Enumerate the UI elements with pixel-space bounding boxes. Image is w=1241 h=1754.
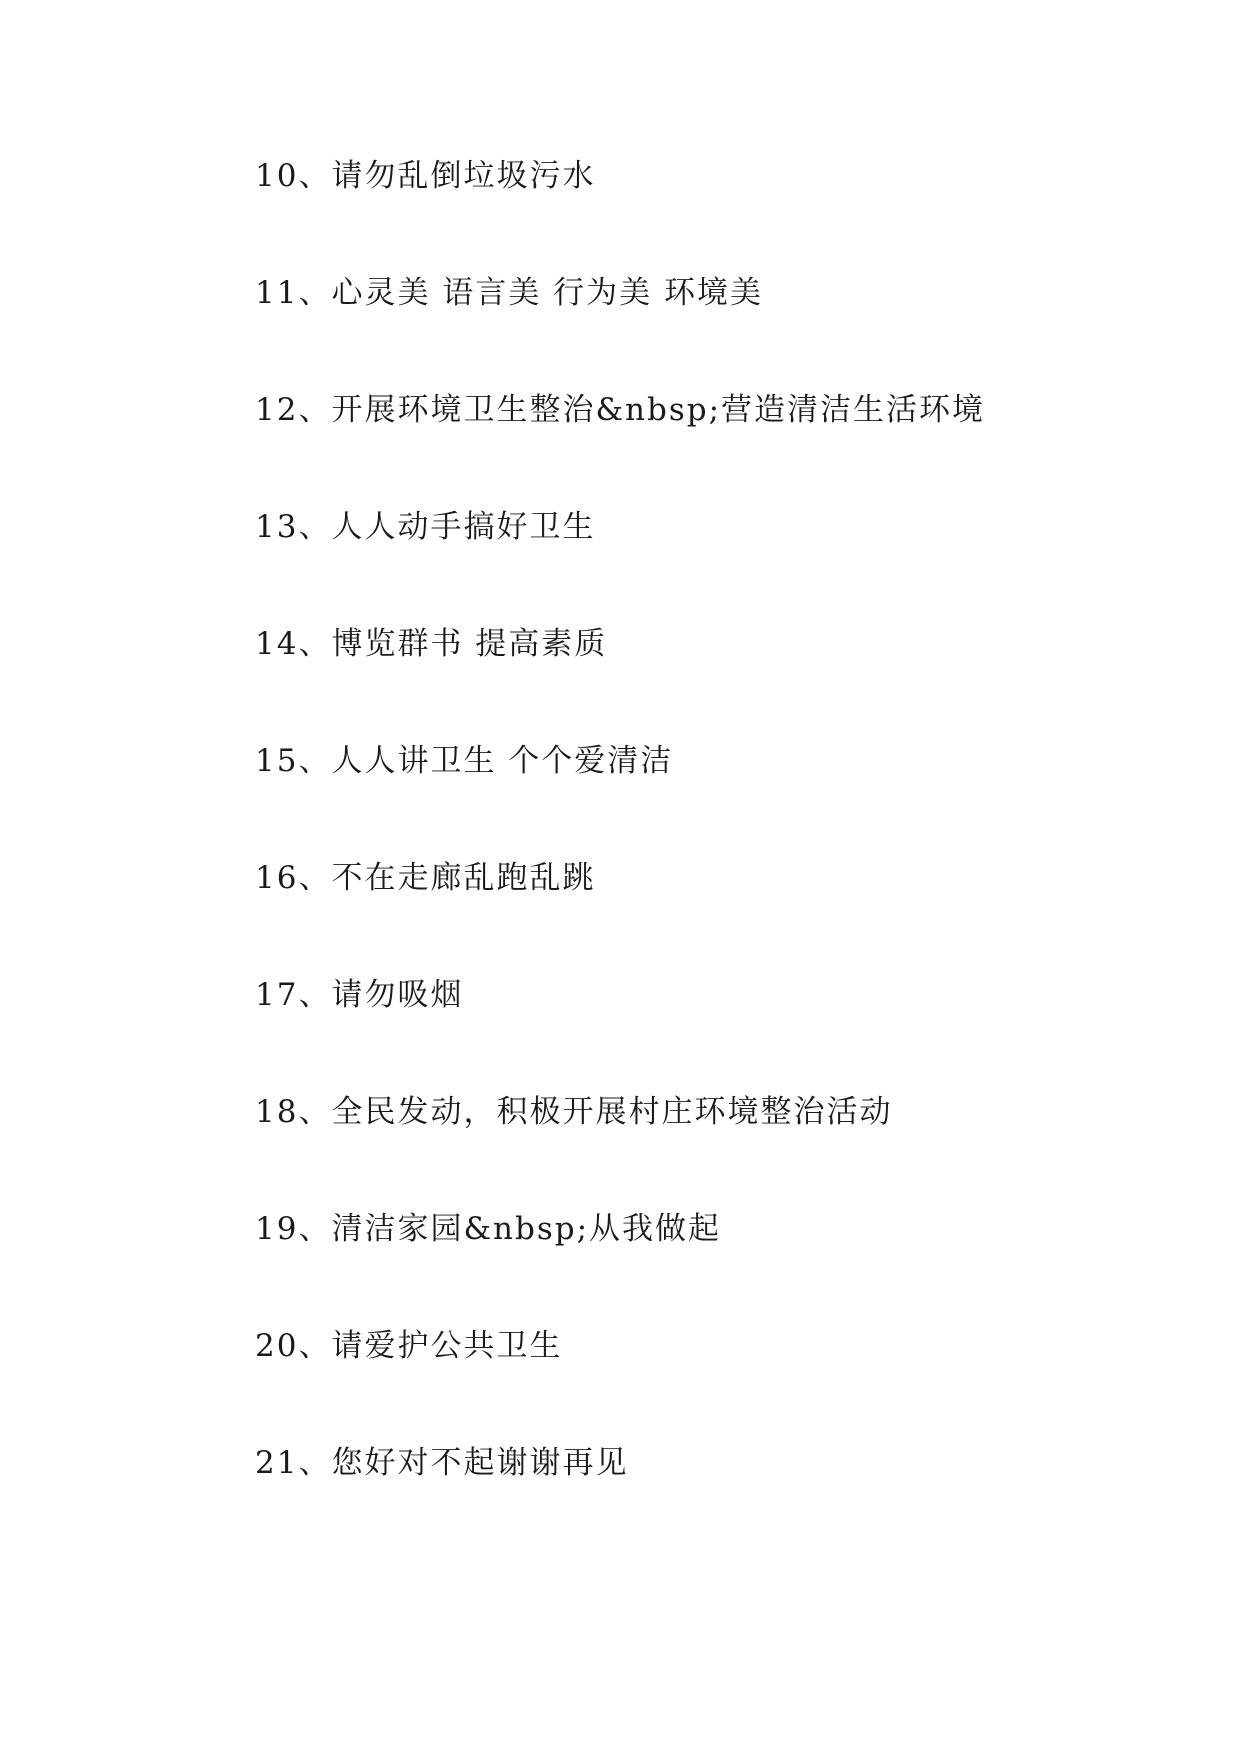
list-item: 15、人人讲卫生 个个爱清洁 (255, 743, 674, 779)
list-item: 12、开展环境卫生整治&nbsp;营造清洁生活环境 (255, 392, 986, 428)
list-item: 20、请爱护公共卫生 (255, 1328, 563, 1364)
list-item: 17、请勿吸烟 (255, 977, 464, 1013)
list-item: 21、您好对不起谢谢再见 (255, 1445, 629, 1481)
list-item: 13、人人动手搞好卫生 (255, 509, 596, 545)
list-item: 11、心灵美 语言美 行为美 环境美 (255, 275, 764, 311)
slogan-list (255, 158, 985, 1562)
list-item: 10、请勿乱倒垃圾污水 (255, 158, 596, 194)
list-item: 19、清洁家园&nbsp;从我做起 (255, 1211, 722, 1247)
list-item: 18、全民发动，积极开展村庄环境整治活动 (255, 1094, 893, 1130)
list-item: 16、不在走廊乱跑乱跳 (255, 860, 596, 896)
list-item: 14、博览群书 提高素质 (255, 626, 608, 662)
